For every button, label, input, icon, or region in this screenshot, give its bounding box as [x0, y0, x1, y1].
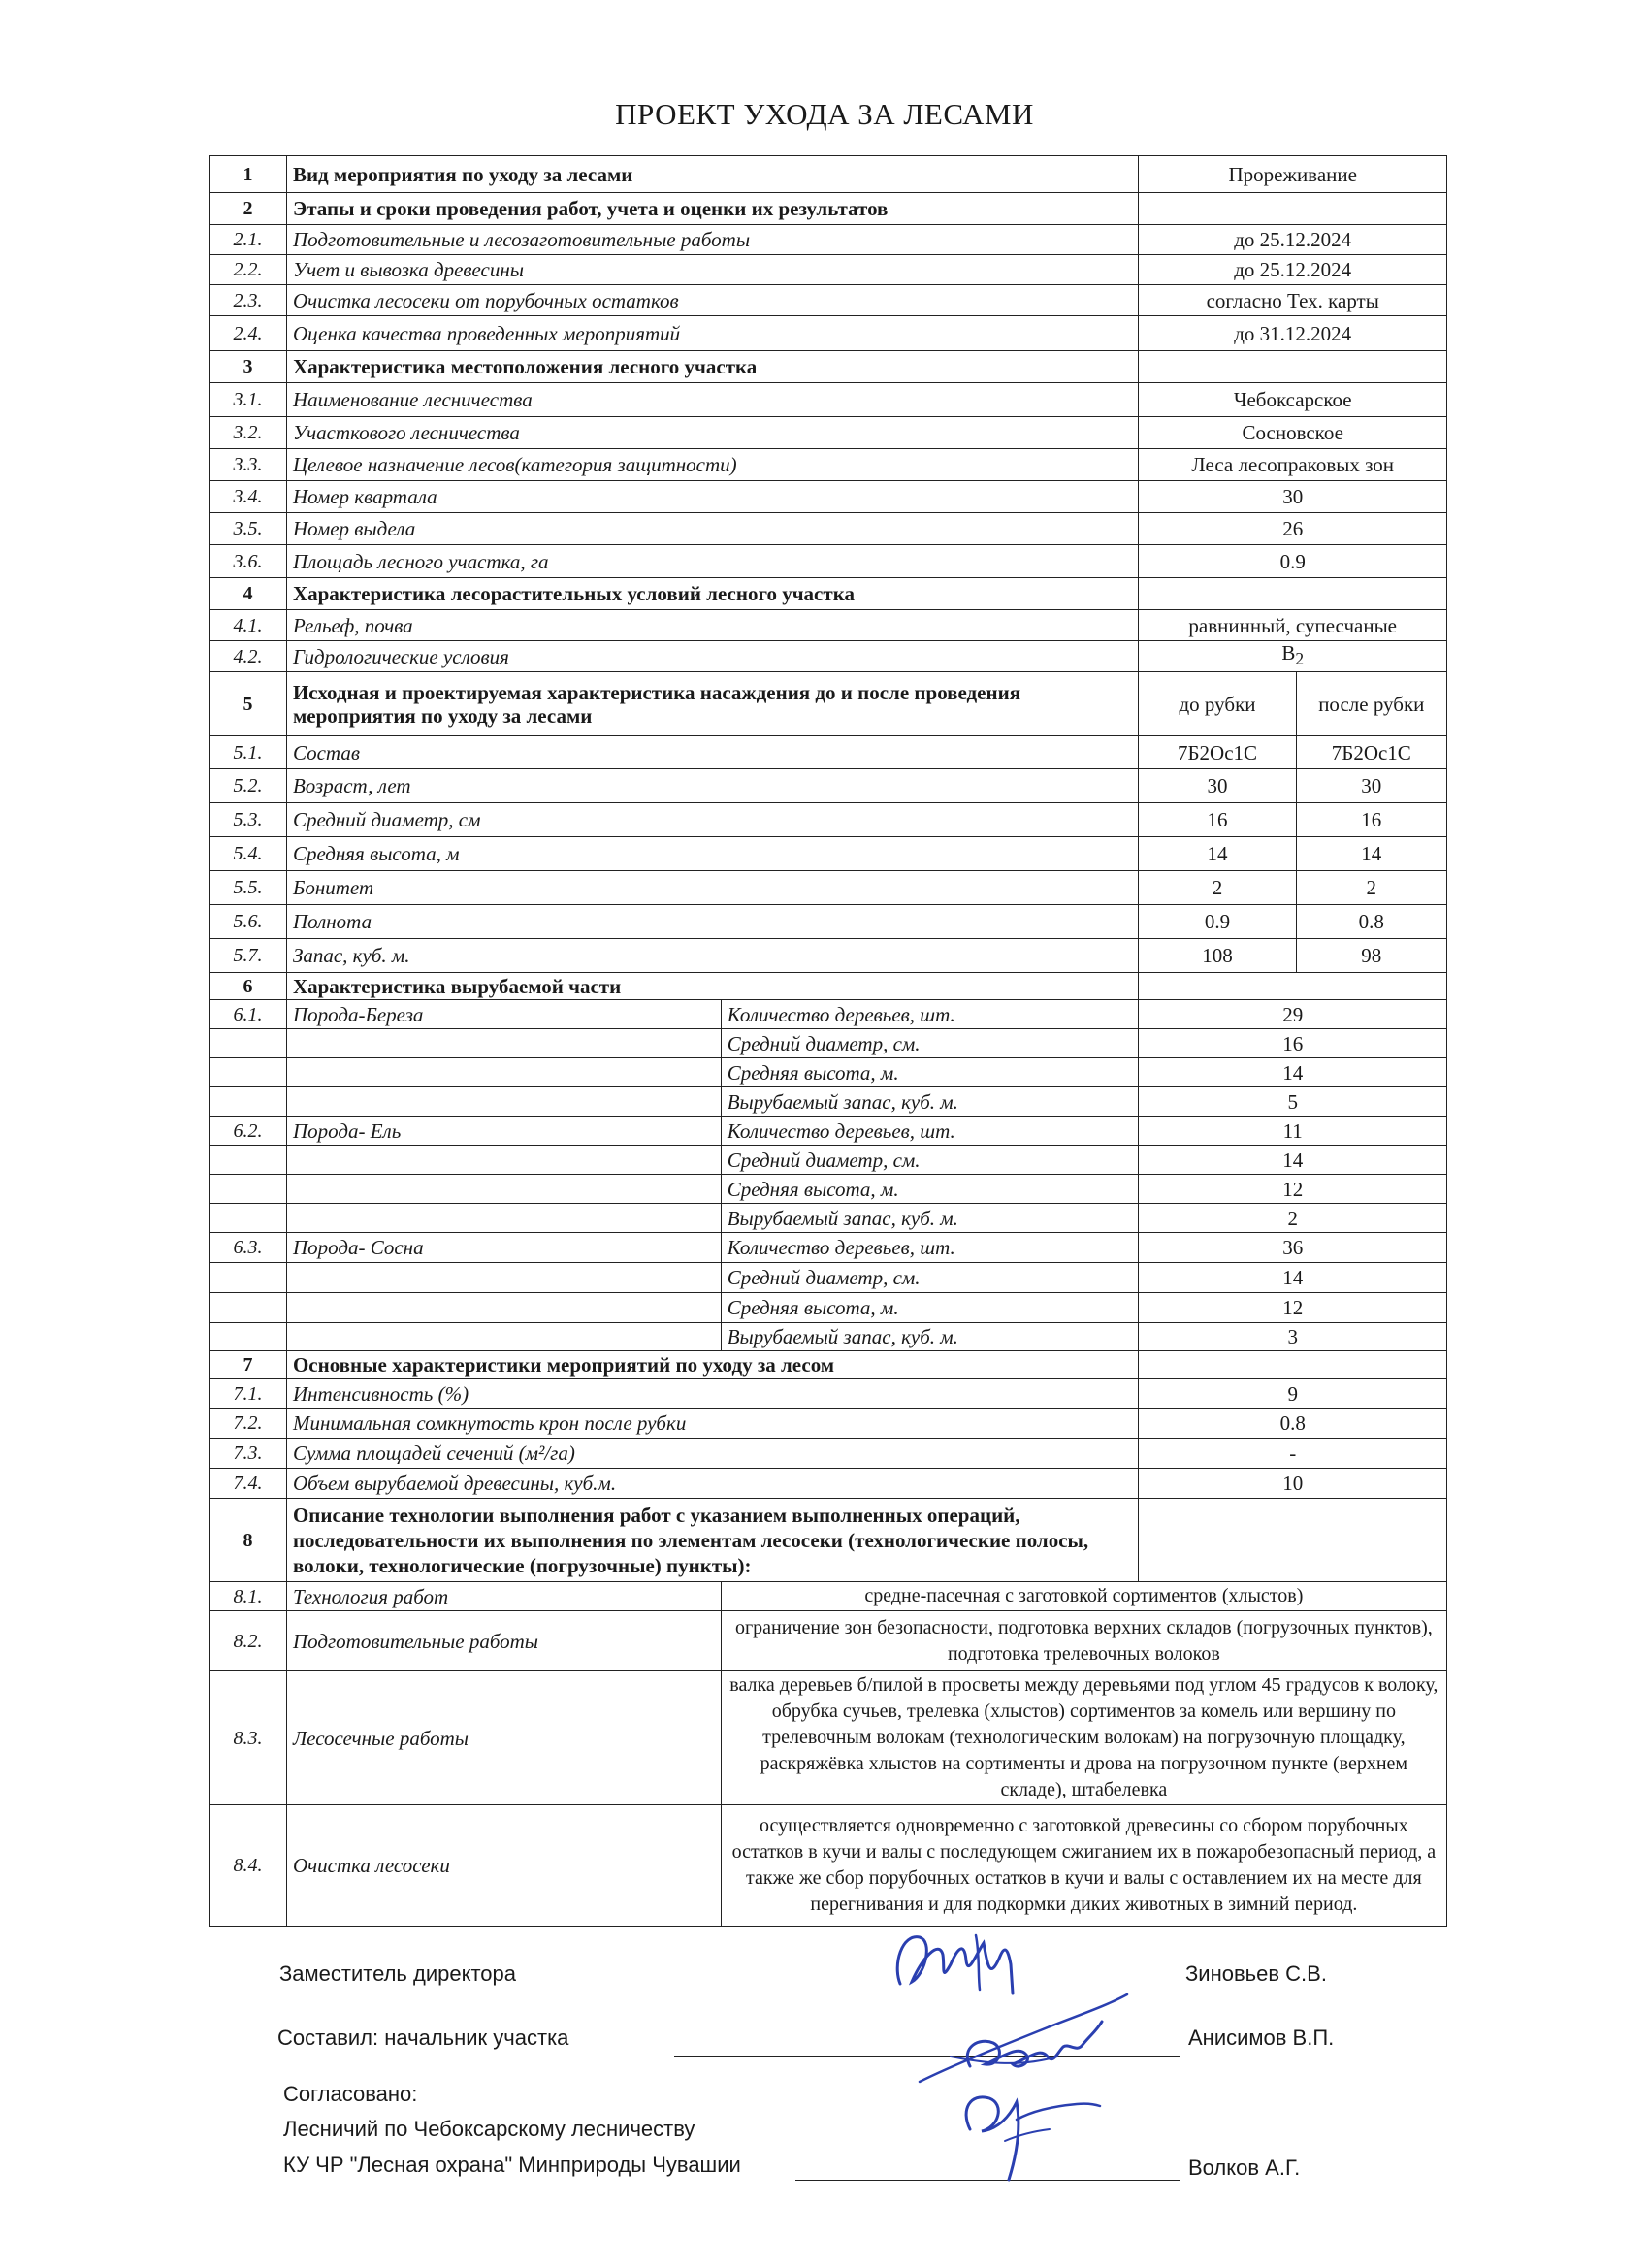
row-number: 2.2.	[210, 255, 287, 285]
org-title: КУ ЧР "Лесная охрана" Минприроды Чувашии	[283, 2153, 741, 2177]
table-row	[210, 1058, 1447, 1087]
row-label: Технология работ	[286, 1582, 721, 1611]
param-label: Вырубаемый запас, куб. м.	[721, 1087, 1139, 1117]
row-label: Исходная и проектируемая характеристика насаждения до и после проведения мероприятия по уходу за лесами	[286, 672, 1138, 736]
empty-cell	[210, 1204, 287, 1233]
table-row	[210, 1029, 1447, 1058]
row-value: до 25.12.2024	[1139, 255, 1447, 285]
hydro-value: В	[1281, 641, 1296, 665]
table-row	[210, 1469, 1447, 1499]
value-before: 2	[1139, 871, 1296, 905]
row-number: 6.2.	[210, 1117, 287, 1146]
row-label: Номер выдела	[286, 513, 1138, 545]
param-value: 11	[1139, 1117, 1447, 1146]
param-value: 14	[1139, 1146, 1447, 1175]
table-row	[210, 1379, 1447, 1409]
row-label: Состав	[286, 736, 1138, 769]
param-value: 29	[1139, 1000, 1447, 1029]
table-row	[210, 1323, 1447, 1351]
row-value: Чебоксарское	[1139, 383, 1447, 417]
row-number: 1	[210, 156, 287, 193]
table-row	[210, 672, 1447, 736]
param-value: 36	[1139, 1233, 1447, 1263]
empty-cell	[286, 1293, 721, 1323]
row-number: 8	[210, 1499, 287, 1582]
row-number: 5.7.	[210, 939, 287, 973]
table-row	[210, 545, 1447, 578]
row-value: -	[1139, 1439, 1447, 1469]
row-number: 2.1.	[210, 225, 287, 255]
table-row	[210, 1409, 1447, 1439]
row-label: Подготовительные и лесозаготовительные работы	[286, 225, 1138, 255]
row-number: 2.4.	[210, 316, 287, 351]
row-number: 5.2.	[210, 769, 287, 803]
row-label: Запас, куб. м.	[286, 939, 1138, 973]
row-label: Лесосечные работы	[286, 1671, 721, 1805]
param-label: Средний диаметр, см.	[721, 1146, 1139, 1175]
forester-name: Волков А.Г.	[1188, 2155, 1301, 2180]
table-row	[210, 736, 1447, 769]
row-number: 7.3.	[210, 1439, 287, 1469]
table-row	[210, 578, 1447, 610]
row-number: 3	[210, 351, 287, 383]
row-value: 9	[1139, 1379, 1447, 1409]
row-label: Оценка качества проведенных мероприятий	[286, 316, 1138, 351]
row-label: Интенсивность (%)	[286, 1379, 1138, 1409]
value-after: 2	[1296, 871, 1446, 905]
row-label: Полнота	[286, 905, 1138, 939]
table-row	[210, 1263, 1447, 1293]
param-value: 5	[1139, 1087, 1447, 1117]
row-number: 6.3.	[210, 1233, 287, 1263]
row-value: 30	[1139, 481, 1447, 513]
row-number: 3.3.	[210, 449, 287, 481]
empty-cell	[210, 1029, 287, 1058]
row-value: Прореживание	[1139, 156, 1447, 193]
agreed-label: Согласовано:	[283, 2082, 418, 2106]
empty-cell	[286, 1146, 721, 1175]
empty-cell	[286, 1175, 721, 1204]
empty-cell	[286, 1263, 721, 1293]
row-value	[1139, 641, 1447, 672]
forester-signature	[941, 2071, 1106, 2187]
param-label: Количество деревьев, шт.	[721, 1000, 1139, 1029]
row-value: валка деревьев б/пилой в просветы между деревьями под углом 45 градусов к волоку, обрубка сучьев, трелевка (хлыстов) сортиментов за комель или вершину по трелевочным волокам (технологическим волокам) на погрузочную площадку, раскряжёвка хлыстов на сортименты и дрова на погрузочном пункте (верхнем складе), штабелевка	[721, 1671, 1446, 1805]
table-row	[210, 1805, 1447, 1927]
table-row	[210, 255, 1447, 285]
row-label: Учет и вывозка древесины	[286, 255, 1138, 285]
value-after: 0.8	[1296, 905, 1446, 939]
table-row	[210, 1233, 1447, 1263]
row-value: до 31.12.2024	[1139, 316, 1447, 351]
table-row	[210, 871, 1447, 905]
empty-cell	[210, 1087, 287, 1117]
deputy-title: Заместитель директора	[279, 1961, 516, 1986]
table-row	[210, 1293, 1447, 1323]
table-row	[210, 1175, 1447, 1204]
empty-cell	[286, 1029, 721, 1058]
forester-title: Лесничий по Чебоксарскому лесничеству	[283, 2117, 695, 2141]
row-number: 6.1.	[210, 1000, 287, 1029]
row-value: 10	[1139, 1469, 1447, 1499]
row-number: 7.2.	[210, 1409, 287, 1439]
row-number: 5	[210, 672, 287, 736]
row-number: 3.1.	[210, 383, 287, 417]
table-row	[210, 803, 1447, 837]
table-row	[210, 1611, 1447, 1671]
row-number: 4.1.	[210, 610, 287, 641]
empty-cell	[210, 1146, 287, 1175]
compiled-name: Анисимов В.П.	[1188, 2025, 1335, 2050]
row-label: Возраст, лет	[286, 769, 1138, 803]
table-row	[210, 383, 1447, 417]
row-label: Бонитет	[286, 871, 1138, 905]
row-number: 8.2.	[210, 1611, 287, 1671]
row-number: 7	[210, 1351, 287, 1379]
table-row	[210, 610, 1447, 641]
table-row	[210, 1499, 1447, 1582]
row-number: 2	[210, 193, 287, 225]
row-number: 8.4.	[210, 1805, 287, 1927]
empty-cell	[210, 1263, 287, 1293]
row-label: Гидрологические условия	[286, 641, 1138, 672]
table-row	[210, 225, 1447, 255]
table-row	[210, 156, 1447, 193]
row-number: 3.6.	[210, 545, 287, 578]
row-value	[1139, 1351, 1447, 1379]
empty-cell	[286, 1058, 721, 1087]
table-row	[210, 513, 1447, 545]
compiled-title: Составил: начальник участка	[277, 2025, 569, 2050]
row-label: Описание технологии выполнения работ с указанием выполненных операций, последовательности их выполнения по элементам лесосеки (технологические полосы, волоки, технологические (погрузочные) пункты):	[286, 1499, 1138, 1582]
deputy-name: Зиновьев С.В.	[1185, 1961, 1327, 1986]
row-number: 7.4.	[210, 1469, 287, 1499]
row-label: Наименование лесничества	[286, 383, 1138, 417]
row-label: Подготовительные работы	[286, 1611, 721, 1671]
value-before: 0.9	[1139, 905, 1296, 939]
param-label: Количество деревьев, шт.	[721, 1233, 1139, 1263]
table-row	[210, 769, 1447, 803]
param-label: Средняя высота, м.	[721, 1058, 1139, 1087]
table-row	[210, 316, 1447, 351]
param-value: 2	[1139, 1204, 1447, 1233]
param-value: 16	[1139, 1029, 1447, 1058]
param-label: Средняя высота, м.	[721, 1293, 1139, 1323]
row-label: Номер квартала	[286, 481, 1138, 513]
table-row	[210, 1671, 1447, 1805]
table-row	[210, 417, 1447, 449]
table-row	[210, 1351, 1447, 1379]
param-label: Вырубаемый запас, куб. м.	[721, 1204, 1139, 1233]
empty-cell	[210, 1293, 287, 1323]
row-label: Очистка лесосеки от порубочных остатков	[286, 285, 1138, 316]
empty-cell	[286, 1204, 721, 1233]
table-row	[210, 939, 1447, 973]
row-label: Средняя высота, м	[286, 837, 1138, 871]
table-row	[210, 351, 1447, 383]
row-value: ограничение зон безопасности, подготовка верхних складов (погрузочных пунктов), подготовка трелевочных волоков	[721, 1611, 1446, 1671]
row-label: Сумма площадей сечений (м²/га)	[286, 1439, 1138, 1469]
hydro-subscript: 2	[1295, 649, 1305, 669]
value-after: 30	[1296, 769, 1446, 803]
value-before: 108	[1139, 939, 1296, 973]
row-number: 3.4.	[210, 481, 287, 513]
param-label: Количество деревьев, шт.	[721, 1117, 1139, 1146]
row-label: Средний диаметр, см	[286, 803, 1138, 837]
forest-care-table	[209, 155, 1447, 1927]
table-row	[210, 641, 1447, 672]
row-label: Характеристика лесорастительных условий лесного участка	[286, 578, 1138, 610]
row-number: 8.1.	[210, 1582, 287, 1611]
table-row	[210, 481, 1447, 513]
param-value: 12	[1139, 1293, 1447, 1323]
table-row	[210, 1000, 1447, 1029]
row-value	[1139, 973, 1447, 1000]
table-row	[210, 1146, 1447, 1175]
row-value	[1139, 351, 1447, 383]
row-label: Характеристика вырубаемой части	[286, 973, 1138, 1000]
value-before: 30	[1139, 769, 1296, 803]
table-row	[210, 1204, 1447, 1233]
value-after: 16	[1296, 803, 1446, 837]
empty-cell	[210, 1058, 287, 1087]
table-row	[210, 449, 1447, 481]
row-value: 0.8	[1139, 1409, 1447, 1439]
table-row	[210, 1582, 1447, 1611]
row-number: 7.1.	[210, 1379, 287, 1409]
value-after: 7Б2Ос1С	[1296, 736, 1446, 769]
page-title: ПРОЕКТ УХОДА ЗА ЛЕСАМИ	[615, 97, 1034, 131]
row-value	[1139, 1499, 1447, 1582]
row-label: Вид мероприятия по уходу за лесами	[286, 156, 1138, 193]
value-after: 14	[1296, 837, 1446, 871]
species-label: Порода-Береза	[286, 1000, 721, 1029]
param-value: 12	[1139, 1175, 1447, 1204]
value-before: 16	[1139, 803, 1296, 837]
row-label: Объем вырубаемой древесины, куб.м.	[286, 1469, 1138, 1499]
row-number: 3.2.	[210, 417, 287, 449]
empty-cell	[210, 1175, 287, 1204]
row-number: 5.1.	[210, 736, 287, 769]
row-value: равнинный, супесчаные	[1139, 610, 1447, 641]
row-value	[1139, 578, 1447, 610]
row-number: 4.2.	[210, 641, 287, 672]
table-row	[210, 285, 1447, 316]
param-value: 14	[1139, 1058, 1447, 1087]
row-number: 3.5.	[210, 513, 287, 545]
table-row	[210, 973, 1447, 1000]
row-label: Целевое назначение лесов(категория защитности)	[286, 449, 1138, 481]
row-number: 5.3.	[210, 803, 287, 837]
row-value	[1139, 193, 1447, 225]
row-label: Характеристика местоположения лесного участка	[286, 351, 1138, 383]
species-label: Порода- Ель	[286, 1117, 721, 1146]
param-label: Средний диаметр, см.	[721, 1029, 1139, 1058]
row-number: 8.3.	[210, 1671, 287, 1805]
row-value: осуществляется одновременно с заготовкой древесины со сбором порубочных остатков в кучи и валы с последующем сжиганием их в пожаробезопасный период, а также же сбор порубочных остатков в кучи и валы с оставлением их на месте для перегнивания и для подкормки диких животных в зимний период.	[721, 1805, 1446, 1927]
table-row	[210, 1439, 1447, 1469]
table-row	[210, 193, 1447, 225]
param-label: Средний диаметр, см.	[721, 1263, 1139, 1293]
value-after: 98	[1296, 939, 1446, 973]
empty-cell	[286, 1323, 721, 1351]
row-label: Минимальная сомкнутость крон после рубки	[286, 1409, 1138, 1439]
row-value: согласно Тех. карты	[1139, 285, 1447, 316]
table-row	[210, 1117, 1447, 1146]
row-label: Площадь лесного участка, га	[286, 545, 1138, 578]
value-before: 14	[1139, 837, 1296, 871]
row-number: 5.4.	[210, 837, 287, 871]
value-before: 7Б2Ос1С	[1139, 736, 1296, 769]
row-label: Рельеф, почва	[286, 610, 1138, 641]
row-label: Основные характеристики мероприятий по уходу за лесом	[286, 1351, 1138, 1379]
row-value: до 25.12.2024	[1139, 225, 1447, 255]
param-value: 14	[1139, 1263, 1447, 1293]
row-label: Этапы и сроки проведения работ, учета и оценки их результатов	[286, 193, 1138, 225]
row-number: 2.3.	[210, 285, 287, 316]
empty-cell	[286, 1087, 721, 1117]
row-value: Сосновское	[1139, 417, 1447, 449]
row-value: средне-пасечная с заготовкой сортиментов (хлыстов)	[721, 1582, 1446, 1611]
param-label: Вырубаемый запас, куб. м.	[721, 1323, 1139, 1351]
table-row	[210, 905, 1447, 939]
table-row	[210, 837, 1447, 871]
row-number: 6	[210, 973, 287, 1000]
empty-cell	[210, 1323, 287, 1351]
param-label: Средняя высота, м.	[721, 1175, 1139, 1204]
row-number: 5.6.	[210, 905, 287, 939]
row-label: Очистка лесосеки	[286, 1805, 721, 1927]
param-value: 3	[1139, 1323, 1447, 1351]
row-number: 5.5.	[210, 871, 287, 905]
row-label: Участкового лесничества	[286, 417, 1138, 449]
species-label: Порода- Сосна	[286, 1233, 721, 1263]
row-value: Леса лесопраковых зон	[1139, 449, 1447, 481]
row-value: 0.9	[1139, 545, 1447, 578]
column-header-before: до рубки	[1139, 672, 1296, 736]
table-row	[210, 1087, 1447, 1117]
row-value: 26	[1139, 513, 1447, 545]
row-number: 4	[210, 578, 287, 610]
column-header-after: после рубки	[1296, 672, 1446, 736]
